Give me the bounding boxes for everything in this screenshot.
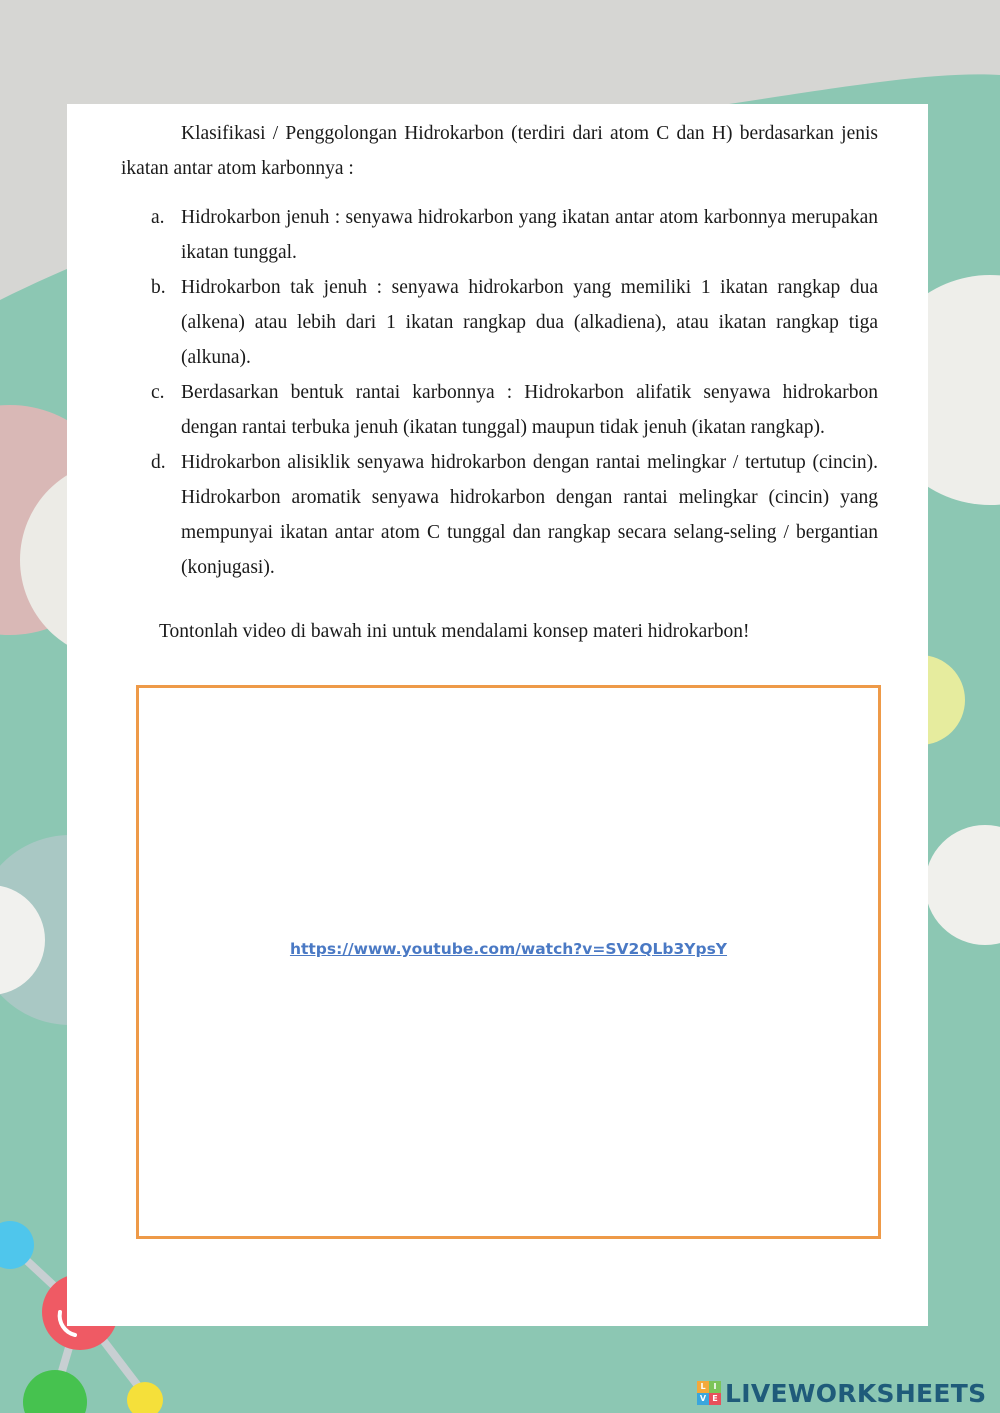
worksheet-page	[67, 104, 928, 1326]
video-link[interactable]: https://www.youtube.com/watch?v=SV2QLb3YpsY	[289, 940, 728, 958]
list-marker: b.	[151, 277, 166, 298]
list-item-text: Berdasarkan bentuk rantai karbonnya : Hidrokarbon alifatik senyawa hidrokarbon dengan rantai terbuka jenuh (ikatan tunggal) maupun tidak jenuh (ikatan rangkap).	[181, 382, 878, 438]
classification-list	[147, 200, 878, 585]
list-marker: c.	[151, 382, 165, 403]
list-marker: d.	[151, 452, 166, 473]
brand-name: LIVEWORKSHEETS	[725, 1378, 987, 1408]
list-marker: a.	[151, 207, 165, 228]
intro-paragraph: Klasifikasi / Penggolongan Hidrokarbon (terdiri dari atom C dan H) berdasarkan jenis ikatan antar atom karbonnya :	[121, 123, 878, 179]
liveworksheets-logo	[697, 1378, 986, 1408]
list-item-text: Hidrokarbon jenuh : senyawa hidrokarbon yang ikatan antar atom karbonnya merupakan ikatan tunggal.	[181, 207, 878, 263]
list-item	[147, 270, 878, 375]
liveworksheets-icon: L I V E	[697, 1381, 721, 1405]
list-item-text: Hidrokarbon alisiklik senyawa hidrokarbon dengan rantai melingkar / tertutup (cincin). Hidrokarbon aromatik senyawa hidrokarbon dengan rantai melingkar (cincin) yang mempunyai ikatan antar atom C tunggal dan rangkap secara selang-seling / bergantian (konjugasi).	[181, 452, 878, 578]
list-item-text: Hidrokarbon tak jenuh : senyawa hidrokarbon yang memiliki 1 ikatan rangkap dua (alkena) atau lebih dari 1 ikatan rangkap dua (alkadiena), atau ikatan rangkap tiga (alkuna).	[181, 277, 878, 368]
list-item	[147, 200, 878, 270]
video-frame	[136, 685, 881, 1239]
watch-prompt: Tontonlah video di bawah ini untuk mendalami konsep materi hidrokarbon!	[159, 621, 750, 642]
list-item	[147, 375, 878, 445]
list-item	[147, 445, 878, 585]
